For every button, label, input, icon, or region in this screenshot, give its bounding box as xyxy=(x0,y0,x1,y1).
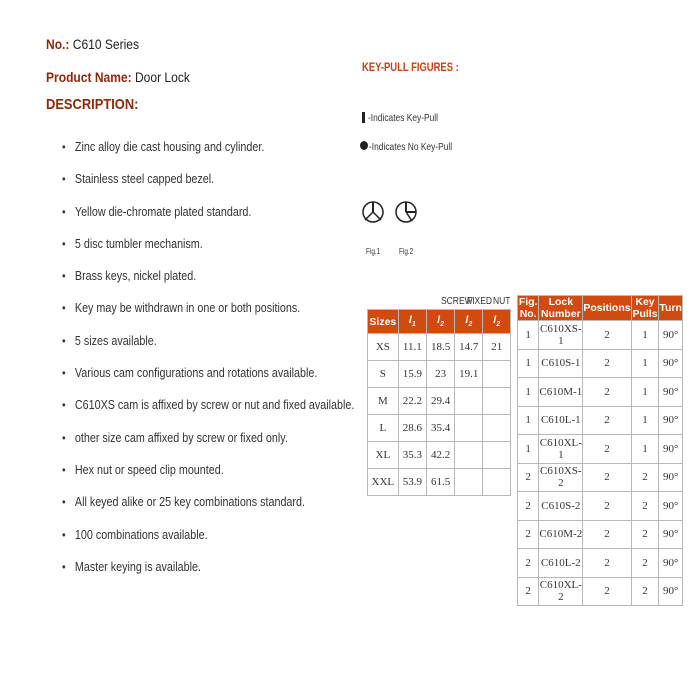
lock-table-row xyxy=(518,463,683,492)
feature-item xyxy=(62,292,354,324)
lock-table-cell: 2 xyxy=(583,577,631,606)
size-table-cell: 18.5 xyxy=(426,334,454,361)
lock-table-cell: 90° xyxy=(659,349,683,378)
feature-text: 5 sizes available. xyxy=(74,333,157,348)
lock-table-cell: C610M-2 xyxy=(539,520,583,549)
lock-table-cell: C610XS-2 xyxy=(539,463,583,492)
lock-table-cell: 1 xyxy=(631,406,659,435)
size-table-cell: XXL xyxy=(368,469,399,496)
size-table-cell: L xyxy=(368,415,399,442)
lock-table-cell: 90° xyxy=(659,406,683,435)
bullet-icon: • xyxy=(62,462,66,477)
fig2-label: Fig.2 xyxy=(399,247,414,256)
lock-table-cell: 2 xyxy=(583,349,631,378)
feature-item xyxy=(62,422,354,454)
lock-table-cell: C610L-2 xyxy=(539,549,583,578)
lock-table-cell: 90° xyxy=(659,549,683,578)
feature-text: Various cam configurations and rotations available. xyxy=(74,366,318,381)
lock-table-row xyxy=(518,406,683,435)
feature-text: C610XS cam is affixed by screw or nut and fixed available. xyxy=(74,398,355,413)
lock-table-row xyxy=(518,492,683,521)
lock-table-cell: 90° xyxy=(659,492,683,521)
lock-table-cell: C610L-1 xyxy=(539,406,583,435)
lock-table-cell: 2 xyxy=(583,406,631,435)
size-table-row xyxy=(368,442,511,469)
size-table-cell xyxy=(455,388,483,415)
feature-text: 5 disc tumbler mechanism. xyxy=(74,236,203,251)
feature-text: Stainless steel capped bezel. xyxy=(74,172,215,187)
size-table-cell: M xyxy=(368,388,399,415)
size-table-row xyxy=(368,388,511,415)
size-table-nut-label: NUT xyxy=(493,296,511,307)
bullet-icon: • xyxy=(62,301,66,316)
lock-table-cell: 2 xyxy=(583,435,631,464)
size-table-cell xyxy=(455,469,483,496)
lock-table-cell: C610XL-1 xyxy=(539,435,583,464)
size-table-cell: 35.3 xyxy=(398,442,426,469)
lock-table-cell: 1 xyxy=(518,406,539,435)
size-header-l2-nut: $l_2$ xyxy=(483,310,511,334)
fig2-lock-icon xyxy=(396,202,416,222)
feature-text: All keyed alike or 25 key combinations standard. xyxy=(74,495,305,510)
lock-header-positions: Positions xyxy=(583,296,631,321)
feature-item xyxy=(62,454,354,486)
no-label: No.: xyxy=(46,36,70,52)
lock-table-cell: 1 xyxy=(631,349,659,378)
bullet-icon: • xyxy=(62,495,66,510)
product-label: Product Name: xyxy=(46,69,132,85)
lock-table-cell: 1 xyxy=(631,435,659,464)
size-table xyxy=(367,309,511,496)
lock-header-turn: Turn xyxy=(659,296,683,321)
lock-table-cell: 1 xyxy=(631,321,659,350)
feature-item xyxy=(62,196,354,228)
size-table-cell: 22.2 xyxy=(398,388,426,415)
lock-table-cell: 1 xyxy=(631,378,659,407)
size-table-row xyxy=(368,334,511,361)
bullet-icon: • xyxy=(62,204,66,219)
lock-header-fig-no: Fig. No. xyxy=(518,296,538,320)
size-table-cell xyxy=(455,442,483,469)
size-table-cell: 23 xyxy=(426,361,454,388)
lock-table-cell: 2 xyxy=(631,577,659,606)
lock-table-cell: C610XS-1 xyxy=(539,321,583,350)
lock-table-cell: 2 xyxy=(518,463,539,492)
lock-table-cell: 2 xyxy=(631,549,659,578)
size-table-cell: XS xyxy=(368,334,399,361)
feature-text: Hex nut or speed clip mounted. xyxy=(74,462,224,477)
lock-table-cell: C610M-1 xyxy=(539,378,583,407)
lock-header-key-pulls: Key Pulls xyxy=(632,296,658,320)
size-table-cell xyxy=(455,415,483,442)
bullet-icon: • xyxy=(62,172,66,187)
bullet-icon: • xyxy=(62,398,66,413)
feature-text: 100 combinations available. xyxy=(74,527,208,542)
size-table-fixed-label: FIXED xyxy=(467,296,493,307)
lock-table-row xyxy=(518,435,683,464)
lock-number-table xyxy=(517,295,683,606)
lock-table-cell: 2 xyxy=(583,378,631,407)
no-value: C610 Series xyxy=(72,36,140,52)
size-table-row xyxy=(368,361,511,388)
feature-text: Key may be withdrawn in one or both positions. xyxy=(74,301,301,316)
feature-text: other size cam affixed by screw or fixed only. xyxy=(74,430,288,445)
product-value: Door Lock xyxy=(134,69,190,85)
feature-item xyxy=(62,486,354,518)
lock-table-cell: 2 xyxy=(631,492,659,521)
feature-item xyxy=(62,163,354,195)
key-pull-title: KEY-PULL FIGURES : xyxy=(362,62,459,74)
feature-item xyxy=(62,357,354,389)
size-header-l2-screw: $l_2$ xyxy=(426,310,454,334)
size-table-cell: 28.6 xyxy=(398,415,426,442)
lock-table-cell: C610S-2 xyxy=(539,492,583,521)
lock-table-cell: 90° xyxy=(659,378,683,407)
size-table-cell: XL xyxy=(368,442,399,469)
legend-key-pull: -Indicates Key-Pull xyxy=(368,112,439,124)
feature-text: Yellow die-chromate plated standard. xyxy=(74,204,252,219)
lock-table-cell: 90° xyxy=(659,577,683,606)
size-header-l1: $l_1$ xyxy=(398,310,426,334)
lock-table-cell: 2 xyxy=(583,463,631,492)
lock-table-cell: 1 xyxy=(518,321,539,350)
series-number xyxy=(46,36,139,52)
fig1-label: Fig.1 xyxy=(366,247,381,256)
bullet-icon: • xyxy=(62,269,66,284)
size-table-cell xyxy=(483,469,511,496)
lock-table-cell: 2 xyxy=(631,463,659,492)
feature-item xyxy=(62,551,354,583)
bullet-icon: • xyxy=(62,559,66,574)
size-table-screw-label: SCREW xyxy=(441,296,473,307)
size-table-header-row xyxy=(368,310,511,334)
lock-table-cell: 2 xyxy=(518,577,539,606)
size-table-cell: 21 xyxy=(483,334,511,361)
lock-table-row xyxy=(518,349,683,378)
lock-table-cell: 90° xyxy=(659,321,683,350)
lock-table-header-row xyxy=(518,296,683,321)
size-table-cell: 14.7 xyxy=(455,334,483,361)
lock-table-row xyxy=(518,321,683,350)
legend-no-key-pull: -Indicates No Key-Pull xyxy=(369,141,453,153)
size-table-cell: 53.9 xyxy=(398,469,426,496)
size-table-row xyxy=(368,469,511,496)
size-table-cell: 11.1 xyxy=(398,334,426,361)
size-table-cell: 19.1 xyxy=(455,361,483,388)
size-table-cell xyxy=(483,361,511,388)
size-table-cell xyxy=(483,442,511,469)
bullet-icon: • xyxy=(62,527,66,542)
feature-list xyxy=(62,131,402,583)
bullet-icon: • xyxy=(62,366,66,381)
key-pull-bar-icon xyxy=(362,112,365,123)
lock-table-row xyxy=(518,520,683,549)
fig1-lock-icon xyxy=(363,202,383,222)
description-title: DESCRIPTION: xyxy=(46,96,139,113)
lock-table-cell: 1 xyxy=(518,378,539,407)
size-table-cell: 61.5 xyxy=(426,469,454,496)
size-table-cell: 29.4 xyxy=(426,388,454,415)
size-table-cell xyxy=(483,388,511,415)
feature-item xyxy=(62,519,354,551)
size-table-cell: 15.9 xyxy=(398,361,426,388)
product-name xyxy=(46,69,190,85)
bullet-icon: • xyxy=(62,430,66,445)
feature-item xyxy=(62,325,354,357)
lock-table-cell: 1 xyxy=(518,435,539,464)
lock-table-cell: 2 xyxy=(518,492,539,521)
lock-table-cell: 2 xyxy=(518,549,539,578)
size-table-cell: S xyxy=(368,361,399,388)
feature-item xyxy=(62,260,354,292)
lock-table-cell: 2 xyxy=(583,321,631,350)
feature-text: Master keying is available. xyxy=(74,559,201,574)
size-table-row xyxy=(368,415,511,442)
size-header-sizes: Sizes xyxy=(368,310,399,334)
lock-table-cell: 90° xyxy=(659,435,683,464)
size-table-cell: 35.4 xyxy=(426,415,454,442)
lock-table-cell: 1 xyxy=(518,349,539,378)
lock-table-cell: 2 xyxy=(631,520,659,549)
lock-table-row xyxy=(518,549,683,578)
feature-text: Zinc alloy die cast housing and cylinder. xyxy=(74,140,265,154)
lock-table-cell: 2 xyxy=(518,520,539,549)
size-table-cell xyxy=(483,415,511,442)
lock-header-lock-number: Lock Number xyxy=(539,296,583,321)
no-key-pull-dot-icon xyxy=(360,141,368,150)
lock-table-cell: 2 xyxy=(583,492,631,521)
size-header-l2-fixed: $l_2$ xyxy=(455,310,483,334)
lock-table-cell: 2 xyxy=(583,520,631,549)
lock-table-cell: 90° xyxy=(659,463,683,492)
lock-table-row xyxy=(518,577,683,606)
feature-item xyxy=(62,228,354,260)
lock-table-row xyxy=(518,378,683,407)
bullet-icon: • xyxy=(62,236,66,251)
feature-item xyxy=(62,389,354,421)
lock-table-cell: C610XL-2 xyxy=(539,577,583,606)
lock-table-cell: 90° xyxy=(659,520,683,549)
lock-table-cell: C610S-1 xyxy=(539,349,583,378)
size-table-cell: 42.2 xyxy=(426,442,454,469)
bullet-icon: • xyxy=(62,140,66,154)
feature-text: Brass keys, nickel plated. xyxy=(74,269,197,284)
bullet-icon: • xyxy=(62,333,66,348)
feature-item xyxy=(62,131,354,163)
lock-table-cell: 2 xyxy=(583,549,631,578)
key-pull-figures-icon xyxy=(360,196,420,232)
